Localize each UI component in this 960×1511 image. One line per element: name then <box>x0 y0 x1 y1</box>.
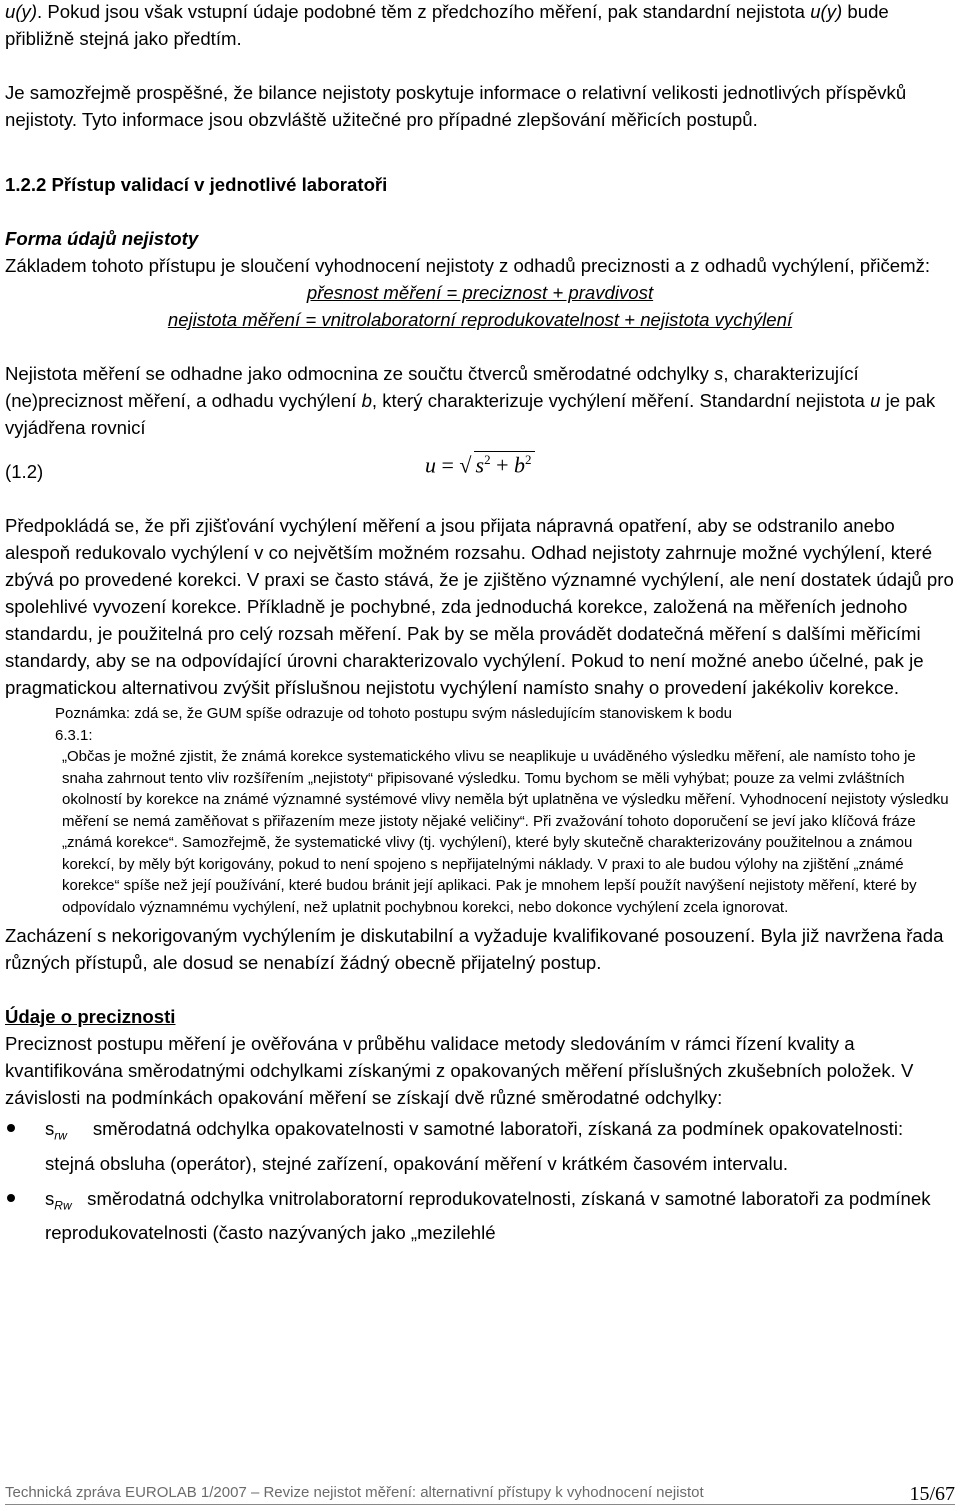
note-line1: Poznámka: zdá se, že GUM spíše odrazuje od tohoto postupu svým následujícím stanoviskem k bodu <box>55 705 733 722</box>
bullet-icon <box>7 1194 15 1202</box>
section-heading: 1.2.2 Přístup validací v jednotlivé laboratoři <box>5 174 388 195</box>
list-item: $s_{rw}$ směrodatná odchylka opakovatelnosti v samotné laboratoři, získaná za podmínek opakovatelnosti: stejná obsluha (operátor), stejné zařízení, opakování měření v krátkém časovém intervalu. <box>5 1115 955 1177</box>
forma-text: Základem tohoto přístupu je sloučení vyhodnocení nejistoty z odhadů preciznosti a z odhadů vychýlení, přičemž: <box>5 255 931 276</box>
formula-presnost: přesnost měření = preciznost + pravdivost <box>306 282 654 303</box>
intro-paragraph: u(y). Pokud jsou však vstupní údaje podobné těm z předchozího měření, pak standardní nejistota u(y) bude přibližně stejná jako předtím. <box>5 1 889 49</box>
equation-label: (1.2) <box>5 461 44 482</box>
deviation-list <box>5 1115 955 1246</box>
bilance-paragraph: Je samozřejmě prospěšné, že bilance nejistoty poskytuje informace o relativní velikosti jednotlivých příspěvků nejistoty. Tyto informace jsou obzvláště užitečné pro případné zlepšování měřicích postupů. <box>5 82 907 130</box>
precision-title: Údaje o preciznosti <box>5 1006 176 1027</box>
footer-divider <box>5 1504 955 1505</box>
formula-nejistota: nejistota měření = vnitrolaboratorní reprodukovatelnost + nejistota vychýlení <box>167 309 793 330</box>
equation: u = √ $s^2 + b^2$ <box>425 451 535 478</box>
zachazeni-paragraph: Zacházení s nekorigovaným vychýlením je diskutabilní a vyžaduje kvalifikované posouzení. Byla již navržena řada různých přístupů, ale dosud se nenabízí žádný obecně přijatelný postup. <box>5 925 944 973</box>
note-line2: 6.3.1: <box>55 726 93 744</box>
nejistota-paragraph: Nejistota měření se odhadne jako odmocnina ze součtu čtverců směrodatné odchylky s, charakterizující (ne)preciznost měření, a odhadu vychýlení b, který charakterizuje vychýlení měření. Standardní nejistota u je pak vyjádřena rovnicí <box>5 363 936 438</box>
precision-text: Preciznost postupu měření je ověřována v průběhu validace metody sledováním v rámci řízení kvality a kvantifikována směrodatnými odchylkami získanými z opakovaných měření příslušných zkušebních položek. V závislosti na podmínkách opakování měření se získají dvě různé směrodatné odchylky: <box>5 1033 914 1108</box>
predpoklada-paragraph: Předpokládá se, že při zjišťování vychýlení měření a jsou přijata nápravná opatření, aby se odstranilo anebo alespoň redukovalo vychýlení v co největším možném rozsahu. Odhad nejistoty zahrnuje možné vychýlení, které zbývá po provedené korekci. V praxi se často stává, že je zjištěno významné vychýlení, ale není dostatek údajů pro spolehlivé vyvození korekce. Příkladně je pochybné, zda jednoduchá korekce, založená na měřeních jednoho standardu, je použitelná pro celý rozsah měření. Pak by se měla provádět dodatečná měření s dalšími měřicími standardy, aby se na odpovídající úrovni charakterizovalo vychýlení. Pokud to není možné anebo účelné, pak je pragmatickou alternativou zvýšit příslušnou nejistotu vychýlení namísto snahy o provedení jakékoliv korekce. <box>5 515 954 698</box>
sqrt-icon: √ <box>459 452 472 478</box>
bullet-icon <box>7 1124 15 1132</box>
symbol-uy: u(y) <box>5 1 38 22</box>
page-number: 15/67 <box>909 1483 955 1505</box>
note-quote: „Občas je možné zjistit, že známá korekce systematického vlivu se neaplikuje u uváděného výsledku měření, ale namísto toho je snaha zahrnout tento vliv rozšířením „nejistoty“ připisované výsledku. Tomu bychom se měli vyhýbat; pouze za velmi zvláštních okolností by korekce na známé významné systémové vlivy neměla být uplatněna ve výsledku měření. Vyhodnocení nejistoty výsledku měření se nemá zaměňovat s přiřazením meze jistoty nějaké veličiny“. Při zvažování tohoto doporučení se jeví jako klíčová fráze „známá korekce“. Samozřejmě, že systematické vlivy (tj. vychýlení), které byly skutečně charakterizovány použitelnou a známou korekcí, by měly být korigovány, pokud to není spojeno s nepřijatelnými náklady. V praxi to ale budou výlohy na zjištění „známé korekce“ spíše než její používání, které budou bránit její aplikaci. Pak je mnohem lepší použít navýšení nejistoty měření, které by odpovídalo významnému vychýlení, než uplatnit pochybnou korekci, nebo dokonce vychýlení zcela ignorovat. <box>62 748 949 916</box>
equation-row <box>5 445 955 493</box>
document-page <box>5 0 955 1246</box>
page-footer <box>5 1480 955 1510</box>
forma-title: Forma údajů nejistoty <box>5 228 199 249</box>
footer-text: Technická zpráva EUROLAB 1/2007 – Revize nejistot měření: alternativní přístupy k vyhodnocení nejistot <box>5 1484 704 1501</box>
list-item: $s_{Rw}$ směrodatná odchylka vnitrolaboratorní reprodukovatelnosti, získaná v samotné laboratoři za podmínek reprodukovatelnosti (často nazývaných jako „mezilehlé <box>5 1185 955 1247</box>
